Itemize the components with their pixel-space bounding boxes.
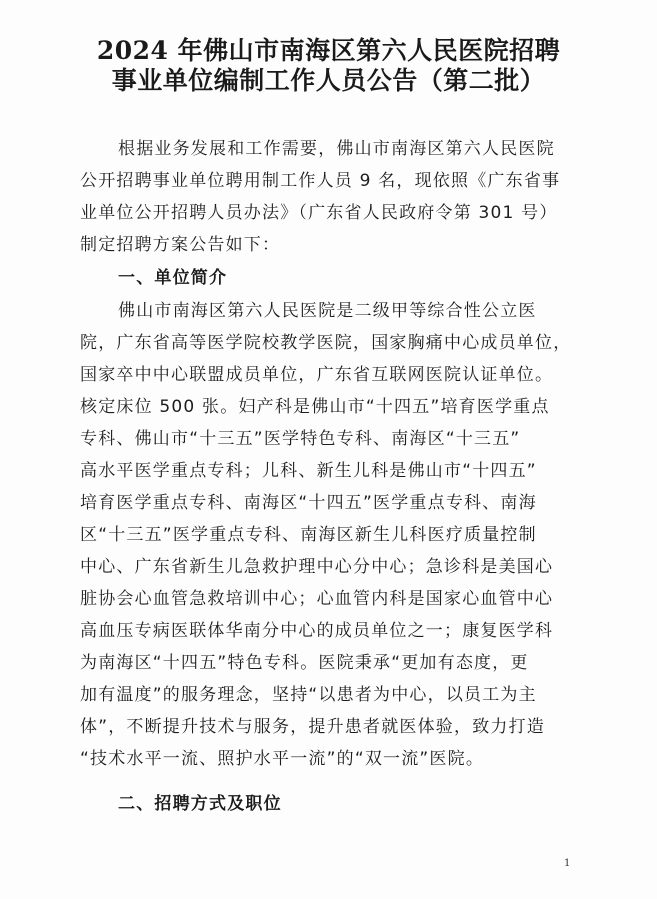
document-title-line-1: 2024 年佛山市南海区第六人民医院招聘	[96, 36, 561, 65]
section-1-line: 高水平医学重点专科；儿科、新生儿科是佛山市“十四五”	[80, 461, 537, 481]
document-title-line-2: 事业单位编制工作人员公告（第二批）	[111, 66, 546, 95]
section-1-line: 中心、广东省新生儿急救护理中心分中心；急诊科是美国心	[80, 557, 554, 577]
page-number: 1	[564, 858, 571, 869]
section-1-line: 高血压专病医联体华南分中心的成员单位之一；康复医学科	[80, 621, 554, 641]
section-2-heading: 二、招聘方式及职位	[118, 794, 282, 814]
section-1-line: 佛山市南海区第六人民医院是二级甲等综合性公立医	[118, 301, 537, 321]
section-1-line: 为南海区“十四五”特色专科。医院秉承“更加有态度，更	[80, 653, 529, 673]
section-1-line: 专科、佛山市“十三五”医学特色专科、南海区“十三五”	[80, 429, 521, 449]
intro-line: 公开招聘事业单位聘用制工作人员 9 名，现依照《广东省事	[80, 171, 561, 191]
section-1-line: 体”，不断提升技术与服务，提升患者就医体验，致力打造	[80, 717, 546, 737]
section-1-line: 核定床位 500 张。妇产科是佛山市“十四五”培育医学重点	[80, 397, 550, 417]
section-1-line: 脏协会心血管急救培训中心；心血管内科是国家心血管中心	[80, 589, 554, 609]
intro-line: 根据业务发展和工作需要，佛山市南海区第六人民医院	[118, 139, 555, 159]
section-1-line: “技术水平一流、照护水平一流”的“双一流”医院。	[80, 749, 485, 769]
section-1-line: 国家卒中中心联盟成员单位，广东省互联网医院认证单位。	[80, 365, 554, 385]
intro-line: 业单位公开招聘人员办法》（广东省人民政府令第 301 号）	[80, 203, 558, 223]
section-1-line: 培育医学重点专科、南海区“十四五”医学重点专科、南海	[80, 493, 537, 513]
intro-line: 制定招聘方案公告如下：	[80, 235, 281, 255]
section-1-line: 院，广东省高等医学院校教学医院，国家胸痛中心成员单位，	[80, 333, 572, 353]
section-1-line: 区“十三五”医学重点专科、南海区新生儿科医疗质量控制	[80, 525, 537, 545]
section-1-heading: 一、单位简介	[118, 268, 228, 288]
section-1-line: 加有温度”的服务理念，坚持“以患者为中心，以员工为主	[80, 685, 537, 705]
